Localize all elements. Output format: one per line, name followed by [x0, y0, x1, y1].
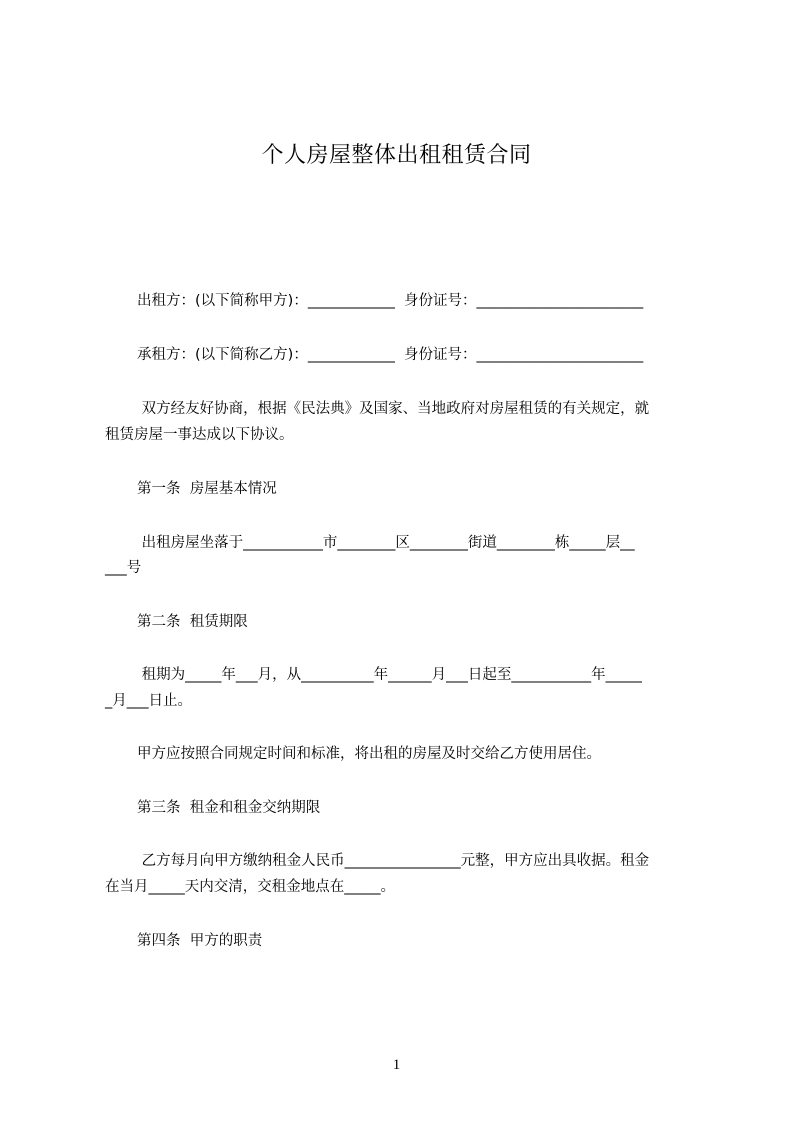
lessor-line: 出租方：(以下简称甲方)：____________ 身份证号：_______________________ — [137, 293, 644, 309]
article-2-heading: 第二条 租赁期限 — [137, 614, 248, 630]
document-title: 个人房屋整体出租租赁合同 — [261, 143, 532, 168]
article-1-line-2: ___号 — [105, 560, 142, 576]
article-3-line-1: 乙方每月向甲方缴纳租金人民币________________元整，甲方应出具收据。租金 — [137, 853, 650, 869]
intro-line-2: 租赁房屋一事达成以下协议。 — [105, 427, 294, 443]
article-1-heading: 第一条 房屋基本情况 — [137, 481, 277, 497]
article-3-heading: 第三条 租金和租金交纳期限 — [137, 800, 321, 816]
article-2-line-1: 租期为_____年___月，从__________年______月___日起至___________年_____ — [137, 667, 642, 683]
article-4-heading: 第四条 甲方的职责 — [137, 933, 263, 949]
intro-line-1: 双方经友好协商，根据《民法典》及国家、当地政府对房屋租赁的有关规定，就 — [137, 401, 650, 417]
article-1-line-1: 出租房屋坐落于___________市________区________街道________栋_____层__ — [137, 535, 635, 551]
article-3-line-2: 在当月_____天内交清，交租金地点在_____。 — [105, 879, 395, 895]
article-2-line-2: _月___日止。 — [105, 693, 192, 709]
page-number: 1 — [392, 1057, 401, 1073]
article-2-delivery: 甲方应按照合同规定时间和标准，将出租的房屋及时交给乙方使用居住。 — [137, 746, 601, 762]
lessee-line: 承租方：(以下简称乙方)：____________ 身份证号：_______________________ — [137, 347, 644, 363]
